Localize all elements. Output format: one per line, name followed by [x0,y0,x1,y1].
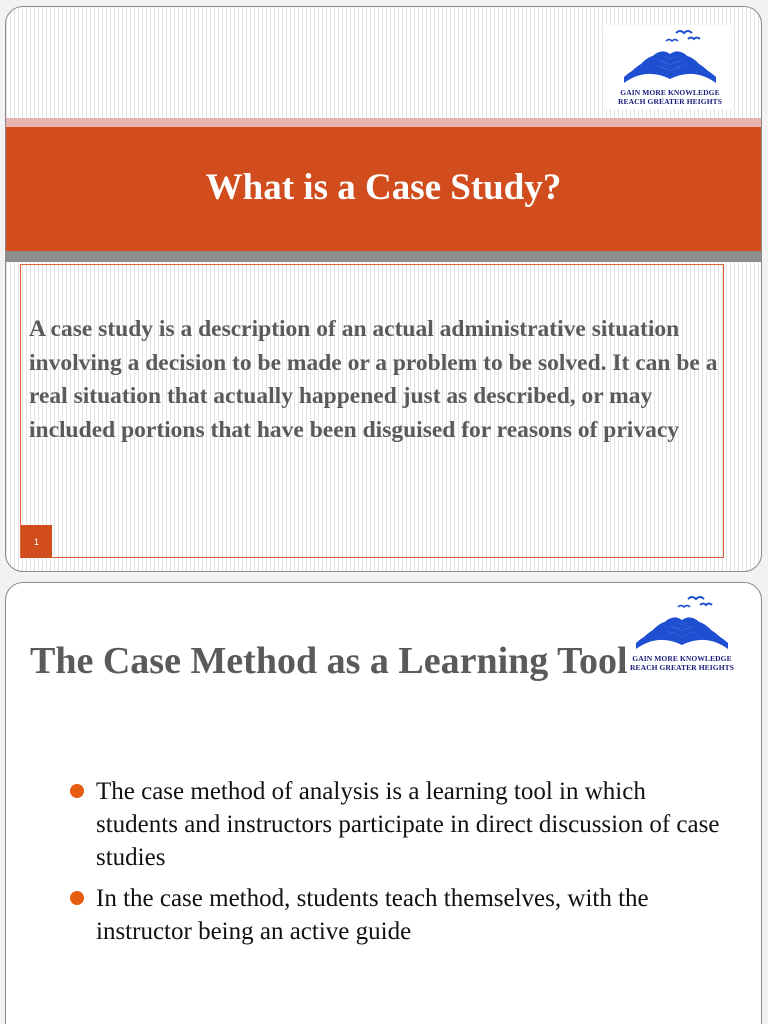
slide-2 [5,582,762,1024]
slide-1 [5,6,762,572]
book-birds-logo-icon [616,27,724,87]
bullet-icon [70,784,84,798]
title-banner [6,127,761,251]
decorative-band-bottom [6,251,761,262]
decorative-band-top [6,118,761,127]
bullet-list [68,775,728,956]
list-item [68,775,728,874]
bullet-icon [70,891,84,905]
content-box [20,264,724,558]
book-birds-logo-icon [628,593,736,653]
slide-body-text: A case study is a description of an actual administrative situation involving a decision to be made or a problem to be solved. It can be a real situation that actually happened just as described, or may included portions that have been disguised for reasons of privacy [29,316,718,443]
slide-number-badge: 1 [21,525,52,558]
logo [618,591,746,675]
slide-title: The Case Method as a Learning Tool [30,640,628,682]
logo-tagline-1: GAIN MORE KNOWLEDGE [620,88,720,97]
logo-tagline-1: GAIN MORE KNOWLEDGE [632,654,732,663]
list-item [68,882,728,948]
logo-tagline-2: REACH GREATER HEIGHTS [617,97,723,106]
slide-title: What is a Case Study? [205,166,562,208]
logo [606,25,734,109]
bullet-text: The case method of analysis is a learning tool in which students and instructors participate in direct discussion of case studies [96,778,720,871]
bullet-text: In the case method, students teach themselves, with the instructor being an active guide [96,885,649,945]
logo-tagline-2: REACH GREATER HEIGHTS [629,663,735,672]
